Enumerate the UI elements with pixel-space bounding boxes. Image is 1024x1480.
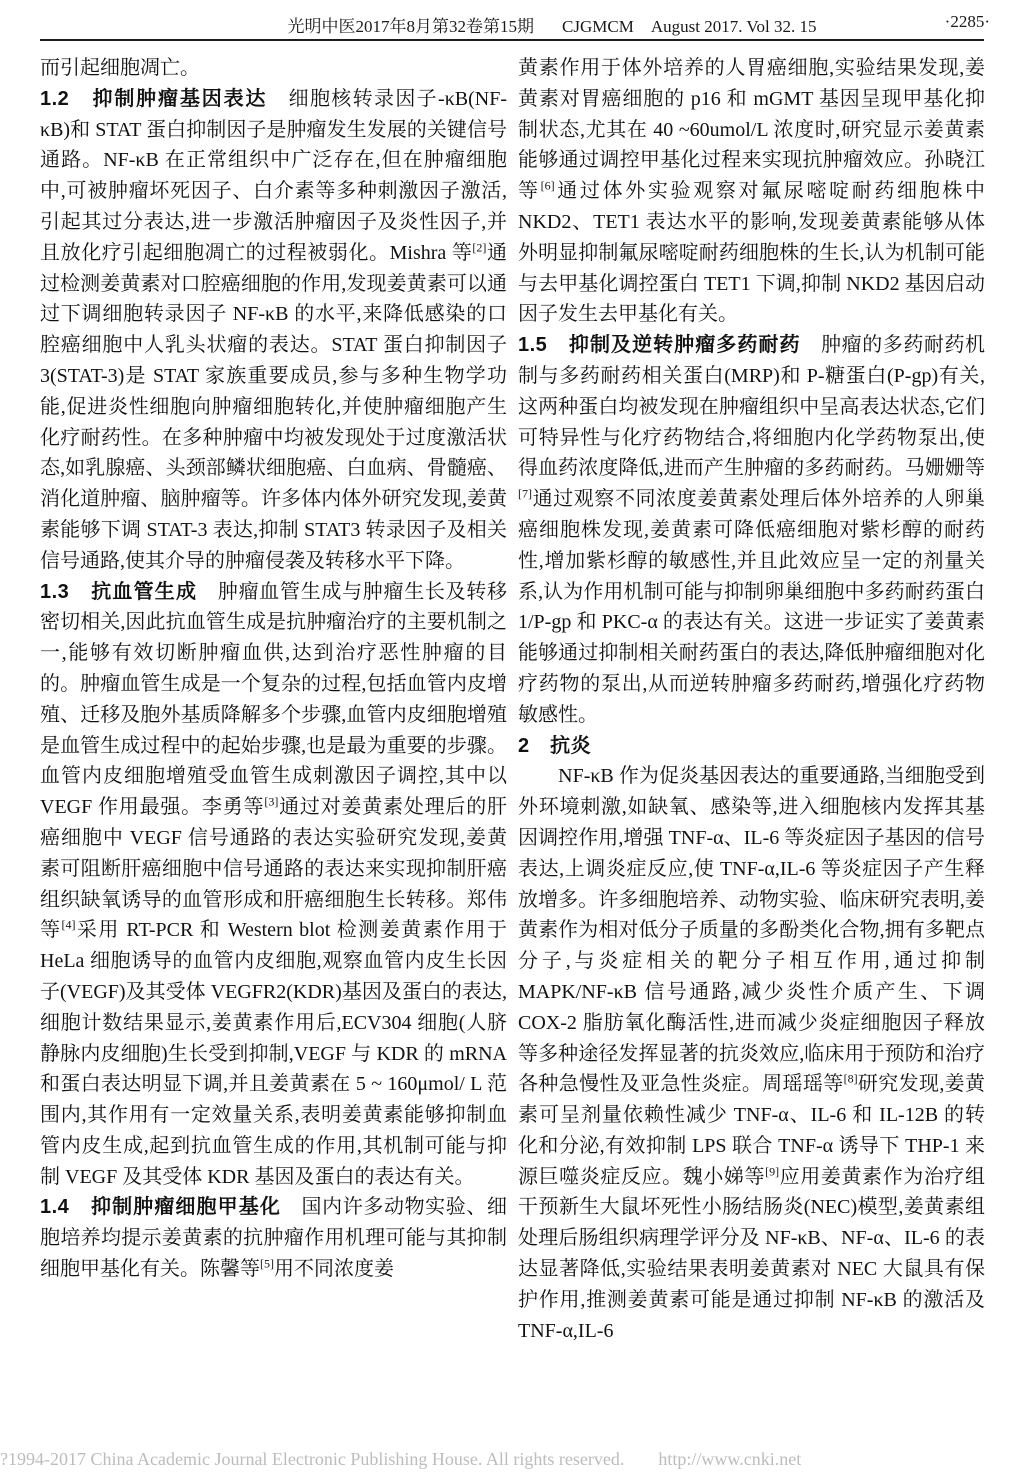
body-text: 细胞核转录因子-κB(NF-κB)和 STAT 蛋白抑制因子是肿瘤发生发展的关键信号通路。NF-κB 在正常组织中广泛存在,但在肿瘤细胞中,可被肿瘤坏死因子、白介素等多种刺激因子激活,引起其过分表达,进一步激活肿瘤因子及炎性因子,并且放化疗引起细胞凋亡的过程被弱化。Mishra 等 xyxy=(40,87,507,264)
body-text: 采用 RT-PCR 和 Western blot 检测姜黄素作用于 HeLa 细胞诱导的血管内皮细胞,观察血管内皮生长因子(VEGF)及其受体 VEGFR2(KDR)基因及蛋白的表达,细胞计数结果显示,姜黄素作用后,ECV304 细胞(人脐静脉内皮细胞)生长受到抑制,VEGF 与 KDR 的 mRNA 和蛋白表达明显下调,并且姜黄素在 5 ~ 160μmol/ L 范围内,其作用有一定效量关系,表明姜黄素能够抑制血管内皮生成,起到抗血管生成的作用,其机制可能与抑制 VEGF 及其受体 KDR 基因及蛋白的表达有关。 xyxy=(40,919,508,1188)
reference-marker: [3] xyxy=(264,794,279,809)
body-text: 而引起细胞凋亡。 xyxy=(40,57,200,79)
body-text: 通过体外实验观察对氟尿嘧啶耐药细胞株中 NKD2、TET1 表达水平的影响,发现姜黄素能够从体外明显抑制氟尿嘧啶耐药细胞株的生长,认为机制可能与去甲基化调控蛋白 TET1 下调,抑制 NKD2 基因启动因子发生去甲基化有关。 xyxy=(518,180,986,326)
header-divider xyxy=(40,39,984,41)
copyright-text: ?1994-2017 China Academic Journal Electronic Publishing House. All rights reserved. xyxy=(0,1449,625,1469)
body-text: 通过观察不同浓度姜黄素处理后体外培养的人卵巢癌细胞株发现,姜黄素可降低癌细胞对紫杉醇的耐药性,增加紫杉醇的敏感性,并且此效应呈一定的剂量关系,认为作用机制可能与抑制卵巢细胞中多药耐药蛋白 1/P-gp 和 PKC-α 的表达有关。这进一步证实了姜黄素能够通过抑制相关耐药蛋白的表达,降低肿瘤细胞对化疗药物的泵出,从而逆转肿瘤多药耐药,增强化疗药物敏感性。 xyxy=(518,488,985,726)
reference-marker: [2] xyxy=(472,240,487,255)
reference-marker: [9] xyxy=(765,1164,780,1179)
left-column xyxy=(40,53,507,1346)
article-body xyxy=(40,53,985,1346)
reference-marker: [4] xyxy=(61,917,76,932)
section-heading: 2 抗炎 xyxy=(518,734,592,757)
body-text: 黄素作用于体外培养的人胃癌细胞,实验结果发现,姜黄素对胃癌细胞的 p16 和 mGMT 基因呈现甲基化抑制状态,尤其在 40 ~60umol/L 浓度时,研究显示姜黄素能够通过调控甲基化过程来实现抗肿瘤效应。孙晓江等 xyxy=(518,57,985,203)
right-column xyxy=(518,53,985,1346)
reference-marker: [5] xyxy=(260,1256,274,1271)
paragraph xyxy=(518,731,985,762)
page-footer xyxy=(0,1449,1024,1470)
paragraph xyxy=(518,761,985,1346)
section-heading: 1.2 抑制肿瘤基因表达 xyxy=(40,87,268,110)
page-number: ·2285· xyxy=(944,12,990,31)
page-header xyxy=(80,12,1024,37)
paragraph xyxy=(40,53,507,84)
journal-title-cn: 光明中医2017年8月第32卷第15期 xyxy=(287,17,535,36)
paragraph xyxy=(518,330,985,730)
body-text: 用不同浓度姜 xyxy=(274,1258,394,1281)
cnki-url: http://www.cnki.net xyxy=(658,1449,802,1469)
body-text: 应用姜黄素作为治疗组干预新生大鼠坏死性小肠结肠炎(NEC)模型,姜黄素组处理后肠组织病理学评分及 NF-κB、NF-α、IL-6 的表达显著降低,实验结果表明姜黄素对 NEC 大鼠具有保护作用,推测姜黄素可能是通过抑制 NF-κB 的激活及 TNF-α,IL-6 xyxy=(518,1165,986,1342)
section-heading: 1.4 抑制肿瘤细胞甲基化 xyxy=(40,1196,281,1219)
body-text: NF-κB 作为促炎基因表达的重要通路,当细胞受到外环境刺激,如缺氧、感染等,进入细胞核内发挥其基因调控作用,增强 TNF-α、IL-6 等炎症因子基因的信号表达,上调炎症反应,使 TNF-α,IL-6 等炎症因子产生释放增多。许多细胞培养、动物实验、临床研究表明,姜黄素作为相对低分子质量的多酚类化合物,拥有多靶点分子,与炎症相关的靶分子相互作用,通过抑制 MAPK/NF-κB 信号通路,减少炎性介质产生、下调 COX-2 脂肪氧化酶活性,进而减少炎症细胞因子释放等多种途径发挥显著的抗炎效应,临床用于预防和治疗各种急慢性及亚急性炎症。周瑶瑶等 xyxy=(518,765,985,1096)
body-text: 通过检测姜黄素对口腔癌细胞的作用,发现姜黄素可以通过下调细胞转录因子 NF-κB 的水平,来降低感染的口腔癌细胞中人乳头状瘤的表达。STAT 蛋白抑制因子 3(STAT-3)是 STAT 家族重要成员,参与多种生物学功能,促进炎性细胞向肿瘤细胞转化,并使肿瘤细胞产生化疗耐药性。在多种肿瘤中均被发现处于过度激活状态,如乳腺癌、头颈部鳞状细胞癌、白血病、骨髓癌、消化道肿瘤、脑肿瘤等。许多体内体外研究发现,姜黄素能够下调 STAT-3 表达,抑制 STAT3 转录因子及相关信号通路,使其介导的肿瘤侵袭及转移水平下降。 xyxy=(40,241,507,572)
reference-marker: [8] xyxy=(843,1071,858,1086)
body-text: 通过对姜黄素处理后的肝癌细胞中 VEGF 信号通路的表达实验研究发现,姜黄素可阻断肝癌细胞中信号通路的表达来实现抑制肝癌组织缺氧诱导的血管形成和肝癌细胞生长转移。郑伟等 xyxy=(40,796,507,942)
journal-title-en: CJGMCM August 2017. Vol 32. 15 xyxy=(562,17,817,36)
body-text: 肿瘤血管生成与肿瘤生长及转移密切相关,因此抗血管生成是抗肿瘤治疗的主要机制之一,能够有效切断肿瘤血供,达到治疗恶性肿瘤的目的。肿瘤血管生成是一个复杂的过程,包括血管内皮增殖、迁移及胞外基质降解多个步骤,血管内皮细胞增殖是血管生成过程中的起始步骤,也是最为重要的步骤。血管内皮细胞增殖受血管生成刺激因子调控,其中以 VEGF 作用最强。李勇等 xyxy=(40,580,507,819)
body-text: 研究发现,姜黄素可呈剂量依赖性减少 TNF-α、IL-6 和 IL-12B 的转化和分泌,有效抑制 LPS 联合 TNF-α 诱导下 THP-1 来源巨噬炎症反应。魏小娣等 xyxy=(518,1073,986,1188)
paragraph xyxy=(40,577,507,1193)
section-heading: 1.5 抑制及逆转肿瘤多药耐药 xyxy=(518,334,801,357)
reference-marker: [7] xyxy=(518,486,532,501)
reference-marker: [6] xyxy=(540,178,555,193)
body-text: 肿瘤的多药耐药机制与多药耐药相关蛋白(MRP)和 P-糖蛋白(P-gp)有关,这两种蛋白均被发现在肿瘤组织中呈高表达状态,它们可特异性与化疗药物结合,将细胞内化学药物泵出,使得血药浓度降低,进而产生肿瘤的多药耐药。马姗姗等 xyxy=(518,334,985,480)
paragraph xyxy=(40,1192,507,1284)
paragraph xyxy=(40,84,507,577)
body-text: 国内许多动物实验、细胞培养均提示姜黄素的抗肿瘤作用机理可能与其抑制细胞甲基化有关。陈馨等 xyxy=(40,1196,507,1281)
section-heading: 1.3 抗血管生成 xyxy=(40,580,198,603)
paragraph xyxy=(518,53,985,330)
